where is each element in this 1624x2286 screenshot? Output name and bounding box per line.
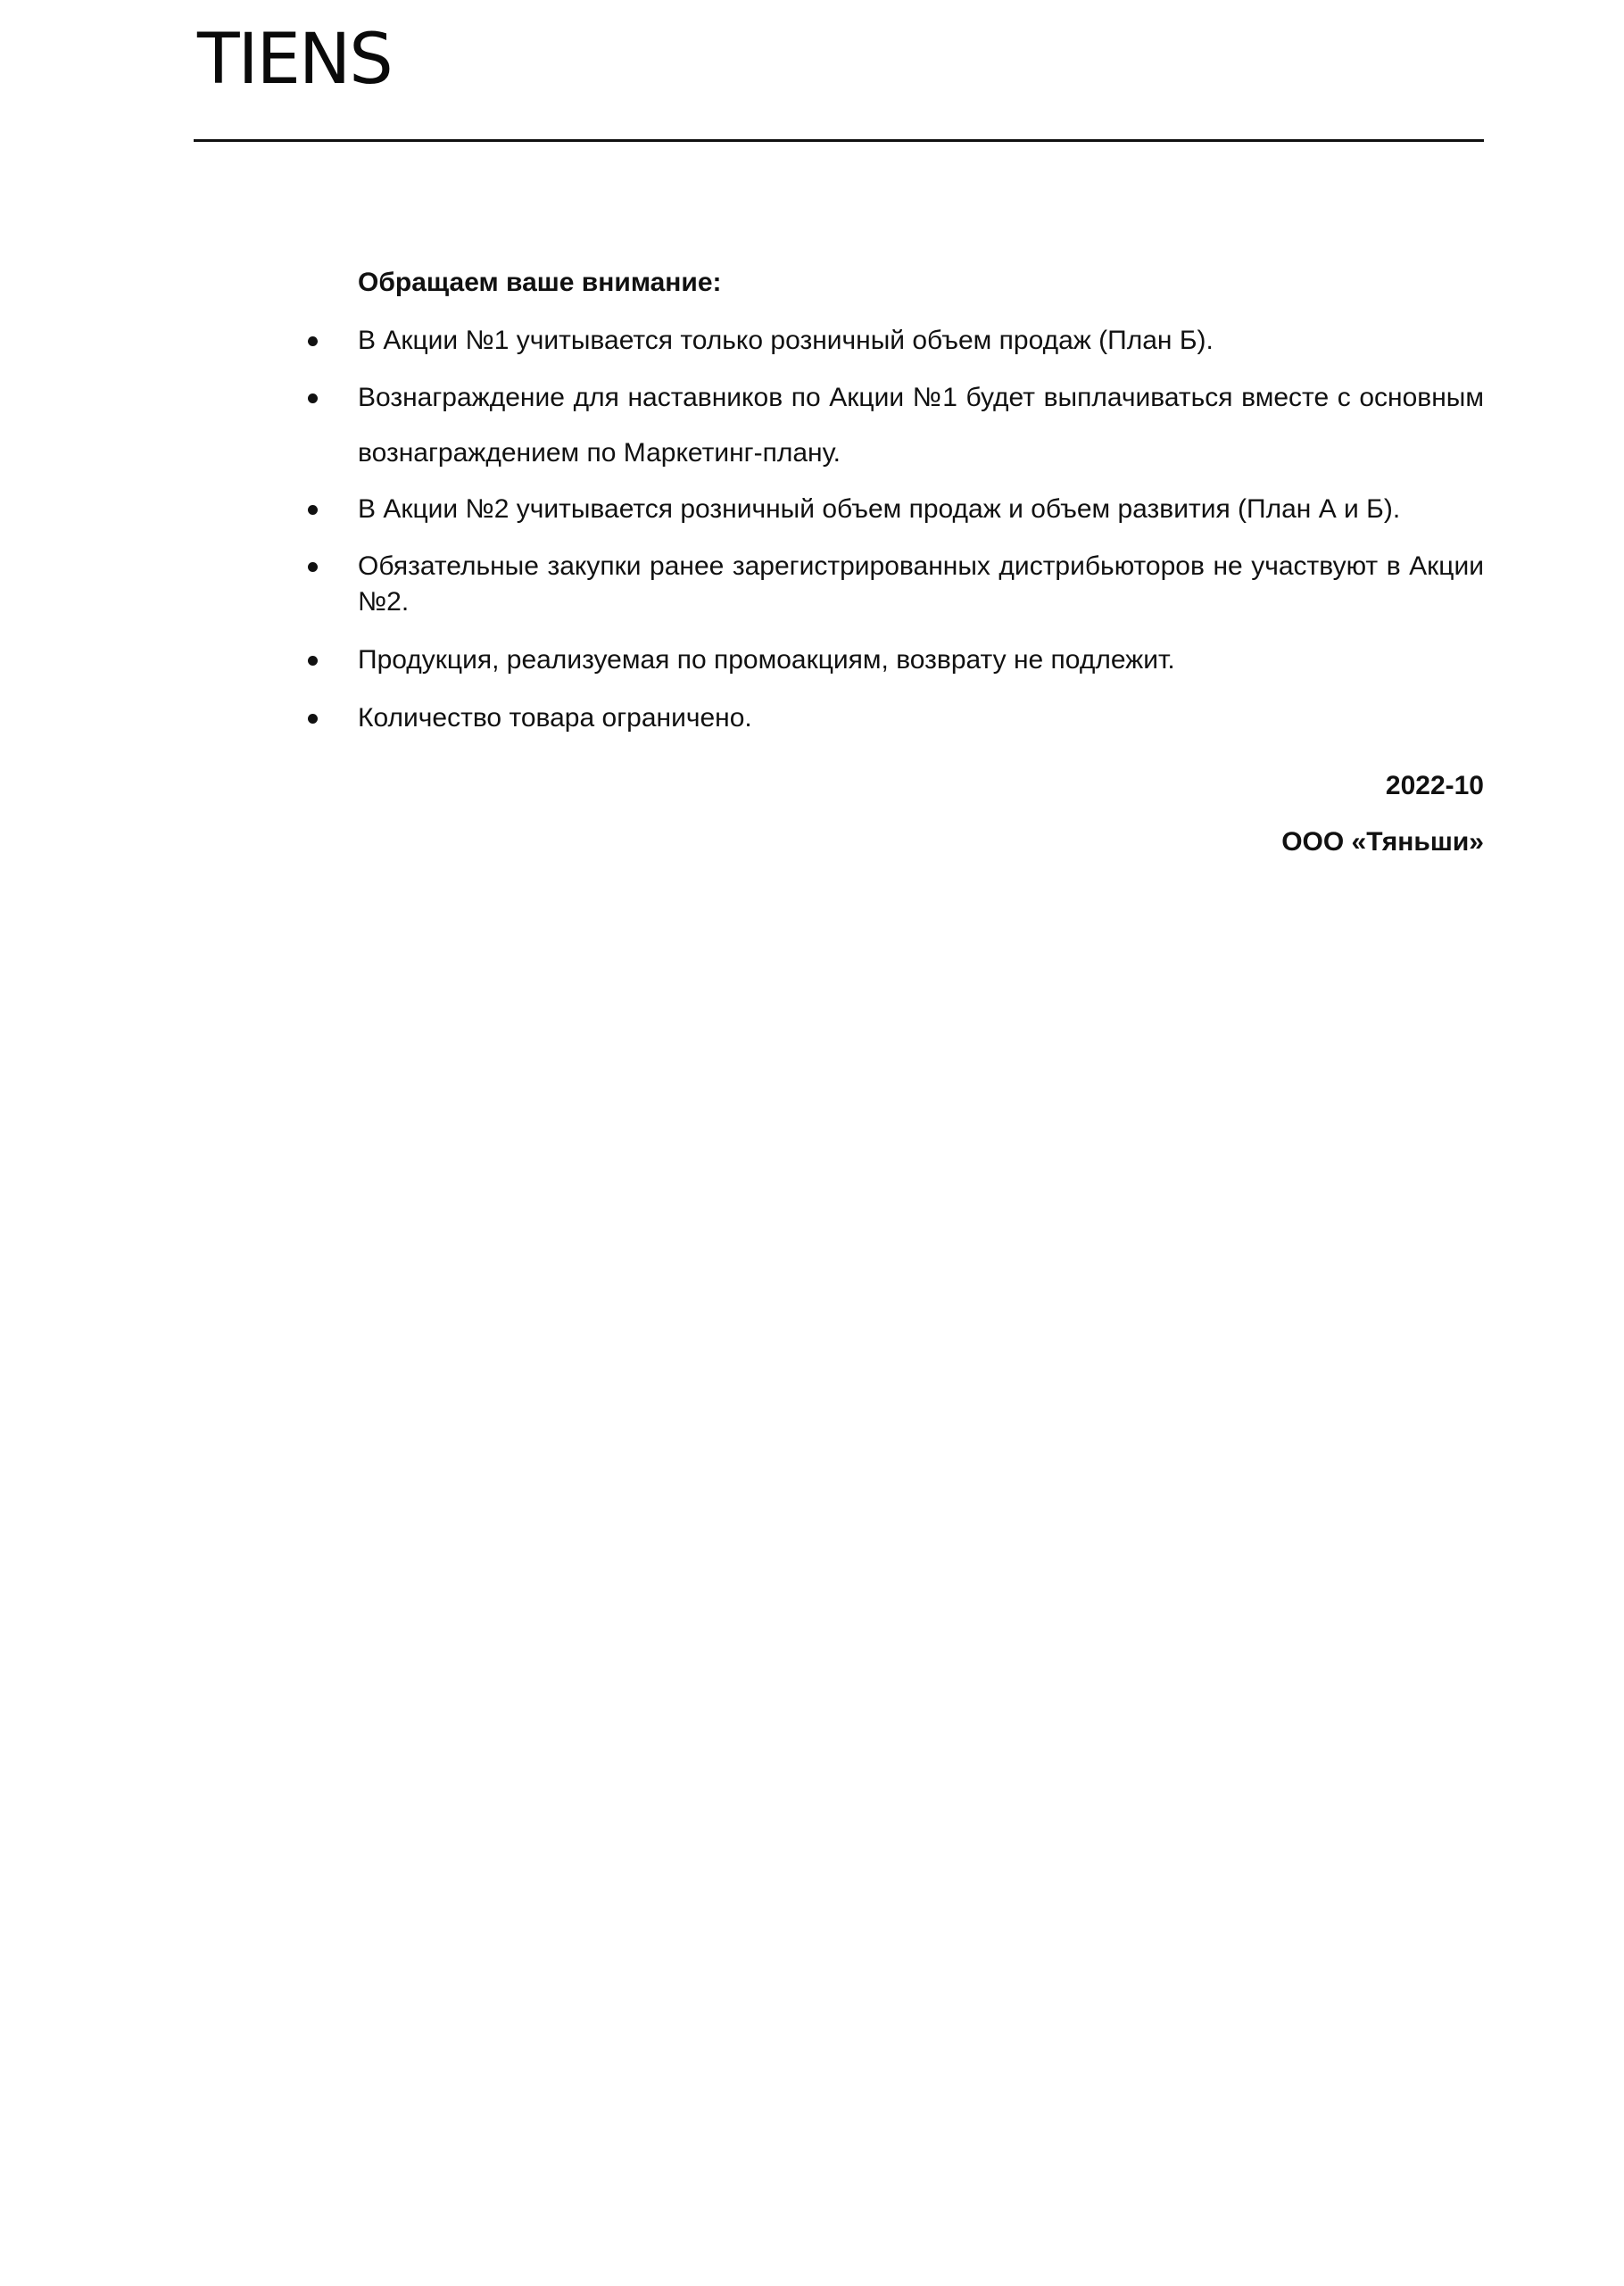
list-item-text: Продукция, реализуемая по промоакциям, возврату не подлежит. [358, 645, 1175, 675]
list-item [358, 323, 1484, 359]
bullet-icon [308, 336, 318, 346]
bullet-icon [308, 505, 318, 515]
list-item-text: В Акции №2 учитывается розничный объем продаж и объем развития (План А и Б). [358, 494, 1401, 524]
list-item-text: В Акции №1 учитывается только розничный объем продаж (План Б). [358, 326, 1214, 355]
list-item [358, 642, 1484, 678]
bullet-icon [308, 656, 318, 666]
list-item-text: Вознаграждение для наставников по Акции №1 будет выплачиваться вместе с основным вознаграждением по Маркетинг-плану. [358, 383, 1484, 468]
list-item-text: Обязательные закупки ранее зарегистрированных дистрибьюторов не участвуют в Акции №2. [358, 551, 1484, 617]
tiens-logo: TIENS [197, 20, 392, 100]
list-item [358, 700, 1484, 736]
list-item [358, 492, 1484, 527]
document-date: 2022-10 [1385, 771, 1484, 800]
list-item [358, 549, 1484, 620]
company-name: ООО «Тяньши» [1281, 827, 1484, 857]
bullet-icon [308, 714, 318, 724]
header-divider [194, 139, 1484, 142]
list-item-text: Количество товара ограничено. [358, 703, 752, 733]
list-item [358, 380, 1484, 481]
page-header [0, 0, 1624, 143]
notice-heading: Обращаем ваше внимание: [358, 268, 722, 297]
bullet-icon [308, 562, 318, 572]
bullet-icon [308, 393, 318, 403]
